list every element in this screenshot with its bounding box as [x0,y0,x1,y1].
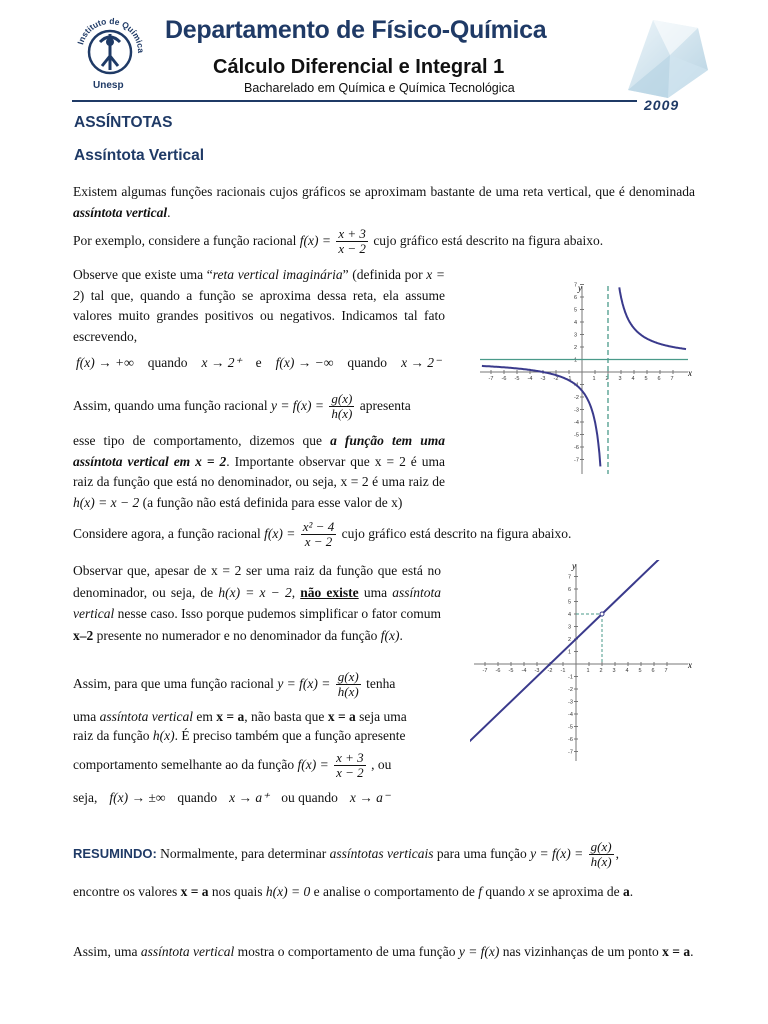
y-tick-label: 2 [568,637,572,643]
x-tick-label: -4 [527,376,533,382]
resumindo-line2: encontre os valores x = a nos quais h(x) = 0 e analise o comportamento de f quando x se aproxima de a. [73,884,634,899]
y-tick-label: -6 [568,737,573,743]
y-tick-label: 2 [574,345,578,351]
assim1-paragraph: esse tipo de comportamento, dizemos que a função tem uma assíntota vertical em x = 2. Importante observar que x = 2 é uma raiz da função que está no denominador, ou seja, x = 2 é uma raiz de h(x) = x − 2 (a função não está definida para esse valor de x) [73,433,445,510]
y-tick-label: -7 [574,457,579,464]
x-tick-label: 7 [670,376,674,382]
assim2-line4: comportamento semelhante ao da função f(x) = $\frac{x + 3}{x - 2}$ , ou [73,750,392,781]
x-tick-label: 4 [631,376,635,382]
hole-point [600,612,604,616]
y-tick-label: 4 [568,612,572,618]
x-tick-label: 2 [605,376,609,382]
x-tick-label: -4 [521,668,527,674]
example1-line: Por exemplo, considere a função racional f(x) = $\frac{x + 3}{x - 2}$ cujo gráfico está descrito na figura abaixo. [73,226,604,257]
y-axis-label: y [572,561,576,571]
x-tick-label: 6 [657,376,661,382]
example2-line: Considere agora, a função racional f(x) = $\frac{\text{x² − 4}}{x - 2}$ cujo gráfico está descrito na figura abaixo. [73,519,572,550]
assim2-line3: raiz da função h(x). É preciso também que a função apresente [73,728,406,743]
observe-paragraph: Observe que existe uma “reta vertical imaginária” (definida por x = 2) tal que, quando a função se aproxima dessa reta, ela assume valores muito grandes positivos ou negativos. Indicamos tal fato escrevendo, [73,267,446,344]
graph-no-asymptote-chart [470,560,694,765]
y-tick-label: -1 [574,382,579,389]
x-tick-label: -7 [488,376,494,382]
y-tick-label: 7 [568,574,572,581]
x-tick-label: -6 [501,376,507,382]
y-tick-label: -3 [574,407,579,414]
decorative-crystal-image [608,10,718,102]
y-tick-label: -3 [568,699,573,706]
limits-line: f(x) → +∞ quando x → 2⁺ e f(x) → −∞ quando x → 2⁻ [76,355,442,370]
y-tick-label: 3 [574,332,578,339]
y-tick-label: -4 [568,712,573,718]
assim2-line2: uma assíntota vertical em x = a, não basta que x = a seja uma [73,709,407,724]
x-axis-label: x [688,368,692,378]
x-tick-label: -3 [540,376,546,382]
resumindo-label: RESUMINDO: [73,846,157,861]
y-axis-label: y [578,283,582,293]
x-tick-label: -3 [534,668,540,674]
x-tick-label: 5 [638,668,642,674]
logo-caption: Unesp [93,80,124,91]
x-tick-label: 1 [586,668,590,674]
program-subtitle: Bacharelado em Química e Química Tecnológica [244,81,515,95]
x-tick-label: 6 [651,668,655,674]
y-tick-label: -2 [568,687,573,693]
observar-paragraph: Observar que, apesar de x = 2 ser uma raiz da função que está no denominador, ou seja, de h(x) = x − 2, não existe uma assíntota vertical nesse caso. Isso porque pudemos simplificar o fator comum x–2 presente no numerador e no denominador da função f(x). [73,563,442,643]
right-branch-curve [619,287,686,349]
section-title: ASSÍNTOTAS [74,114,173,131]
x-tick-label: -2 [547,668,553,674]
x-tick-label: 3 [618,376,622,382]
y-tick-label: 6 [574,295,578,301]
y-tick-label: -7 [568,749,573,756]
assim2-line1: Assim, para que uma função racional y = f(x) = $\frac{g(x)}{h(x)}$ tenha [73,669,396,700]
x-tick-label: -2 [553,376,559,382]
y-tick-label: 1 [568,649,572,656]
x-tick-label: -1 [560,668,566,674]
y-tick-label: -1 [568,674,573,681]
y-tick-label: 4 [574,320,578,326]
y-tick-label: 5 [568,599,572,606]
x-tick-label: 1 [592,376,596,382]
x-tick-label: 5 [644,376,648,382]
year-badge: 2009 [644,97,680,113]
x-tick-label: 4 [625,668,629,674]
x-tick-label: -6 [495,668,501,674]
y-tick-label: 5 [574,307,578,314]
y-tick-label: 1 [574,357,578,364]
header [0,0,768,112]
y-tick-label: -4 [574,420,579,426]
x-tick-label: -1 [566,376,572,382]
graph-asymptote-chart [476,282,694,478]
department-title: Departamento de Físico-Química [165,16,547,44]
logo-ring-text: Instituto de Química [75,15,147,54]
y-tick-label: 7 [574,282,578,289]
header-rule [72,100,637,102]
resumindo-line1: RESUMINDO: Normalmente, para determinar assíntotas verticais para uma função y = f(x) = $\frac{g(x)}{h(x)}$ , [73,839,619,870]
subsection-title: Assíntota Vertical [74,147,205,164]
x-tick-label: -5 [508,668,514,674]
y-tick-label: 6 [568,587,572,593]
line-curve [470,560,677,758]
x-tick-label: 3 [612,668,616,674]
course-title: Cálculo Diferencial e Integral 1 [213,56,505,78]
y-tick-label: -2 [574,395,579,401]
assim2-line5: seja, f(x) → ±∞ quando x → a⁺ ou quando x → a⁻ [73,790,391,805]
assim1-first-line: Assim, quando uma função racional y = f(x) = $\frac{g(x)}{h(x)}$ apresenta [73,391,411,422]
y-tick-label: -5 [574,432,579,439]
final-paragraph: Assim, uma assíntota vertical mostra o comportamento de uma função y = f(x) nas vizinhanças de um ponto x = a. [73,944,694,959]
x-tick-label: 7 [664,668,668,674]
y-tick-label: -5 [568,724,573,731]
y-tick-label: -6 [574,445,579,451]
x-tick-label: -5 [514,376,520,382]
x-tick-label: 2 [599,668,603,674]
x-axis-label: x [688,660,692,670]
intro-paragraph: Existem algumas funções racionais cujos gráficos se aproximam bastante de uma reta vertical, que é denominada assíntota vertical. [73,184,695,220]
y-tick-label: 3 [568,624,572,631]
x-tick-label: -7 [482,668,488,674]
